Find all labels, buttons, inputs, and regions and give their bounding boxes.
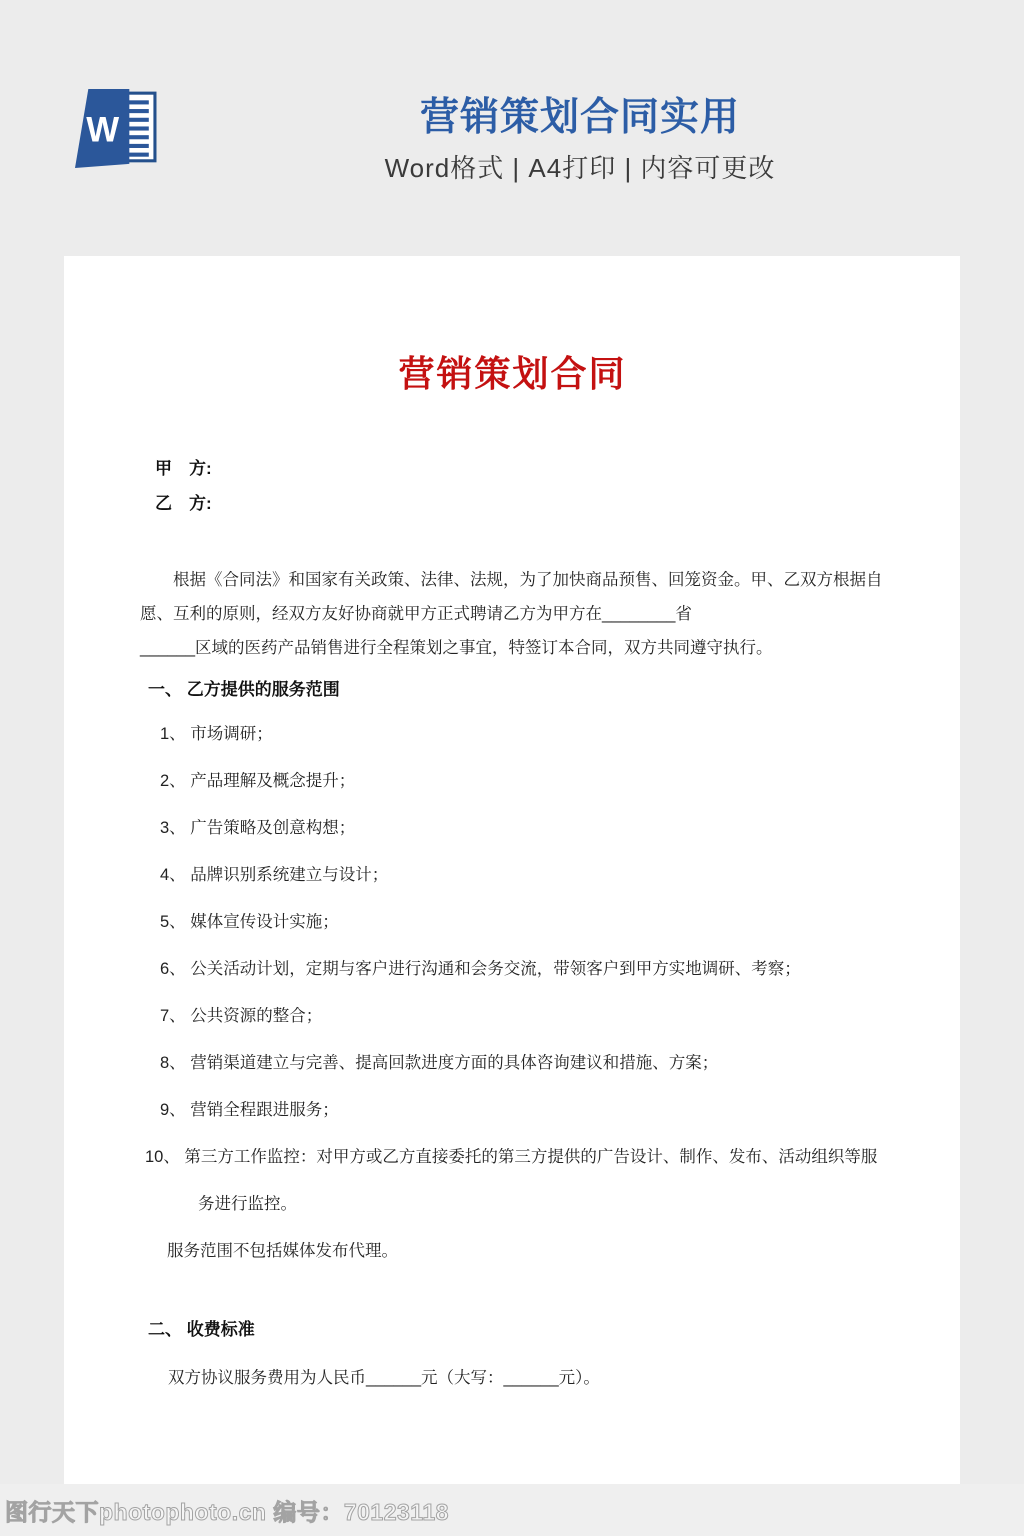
header [0, 0, 1024, 256]
section-2-heading: 二、 收费标准 [148, 1320, 255, 1339]
header-text-block [160, 94, 1000, 184]
service-item: 1、 市场调研； [160, 725, 273, 743]
service-item: 3、 广告策略及创意构想； [160, 819, 356, 837]
watermark-text: 图行天下photophoto.cn 编号：70123118 [5, 1498, 449, 1525]
template-format-info: Word格式 | A4打印 | 内容可更改 [384, 153, 776, 183]
watermark-bar [0, 1484, 1024, 1536]
fee-clause: 双方协议服务费用为人民币______元（大写：______元）。 [168, 1369, 600, 1387]
service-item: 5、 媒体宣传设计实施； [160, 913, 339, 931]
service-item: 8、 营销渠道建立与完善、提高回款进度方面的具体咨询建议和措施、方案； [160, 1054, 719, 1072]
party-b-label: 乙 方: [155, 494, 212, 513]
service-item: 9、 营销全程跟进服务； [160, 1101, 339, 1119]
service-item: 4、 品牌识别系统建立与设计； [160, 866, 389, 884]
service-item: 7、 公共资源的整合； [160, 1007, 323, 1025]
document-page [64, 256, 960, 1536]
template-title: 营销策划合同实用 [419, 96, 740, 139]
word-icon [75, 88, 157, 168]
svg-text:W: W [86, 110, 120, 150]
word-logo-icon [75, 88, 157, 168]
section-1-heading: 一、 乙方提供的服务范围 [148, 680, 340, 699]
service-scope-note: 服务范围不包括媒体发布代理。 [167, 1242, 398, 1260]
service-item: 2、 产品理解及概念提升； [160, 772, 356, 790]
service-items-list [140, 711, 885, 1228]
contract-intro [140, 563, 885, 665]
document-title: 营销策划合同 [398, 353, 627, 394]
party-a-label: 甲 方: [155, 459, 212, 478]
intro-line: 根据《合同法》和国家有关政策、法律、法规，为了加快商品预售、回笼资金。甲、乙双方根据自 [173, 571, 883, 589]
service-item: 10、 第三方工作监控：对甲方或乙方直接委托的第三方提供的广告设计、制作、发布、活动组织等服务进行监控。 [145, 1148, 878, 1213]
service-item: 6、 公关活动计划，定期与客户进行沟通和会务交流，带领客户到甲方实地调研、考察； [160, 960, 801, 978]
party-block [140, 456, 885, 517]
intro-line: ______区域的医药产品销售进行全程策划之事宜，特签订本合同，双方共同遵守执行。 [140, 639, 773, 657]
intro-line: 愿、互利的原则，经双方友好协商就甲方正式聘请乙方为甲方在________省 [140, 605, 692, 623]
